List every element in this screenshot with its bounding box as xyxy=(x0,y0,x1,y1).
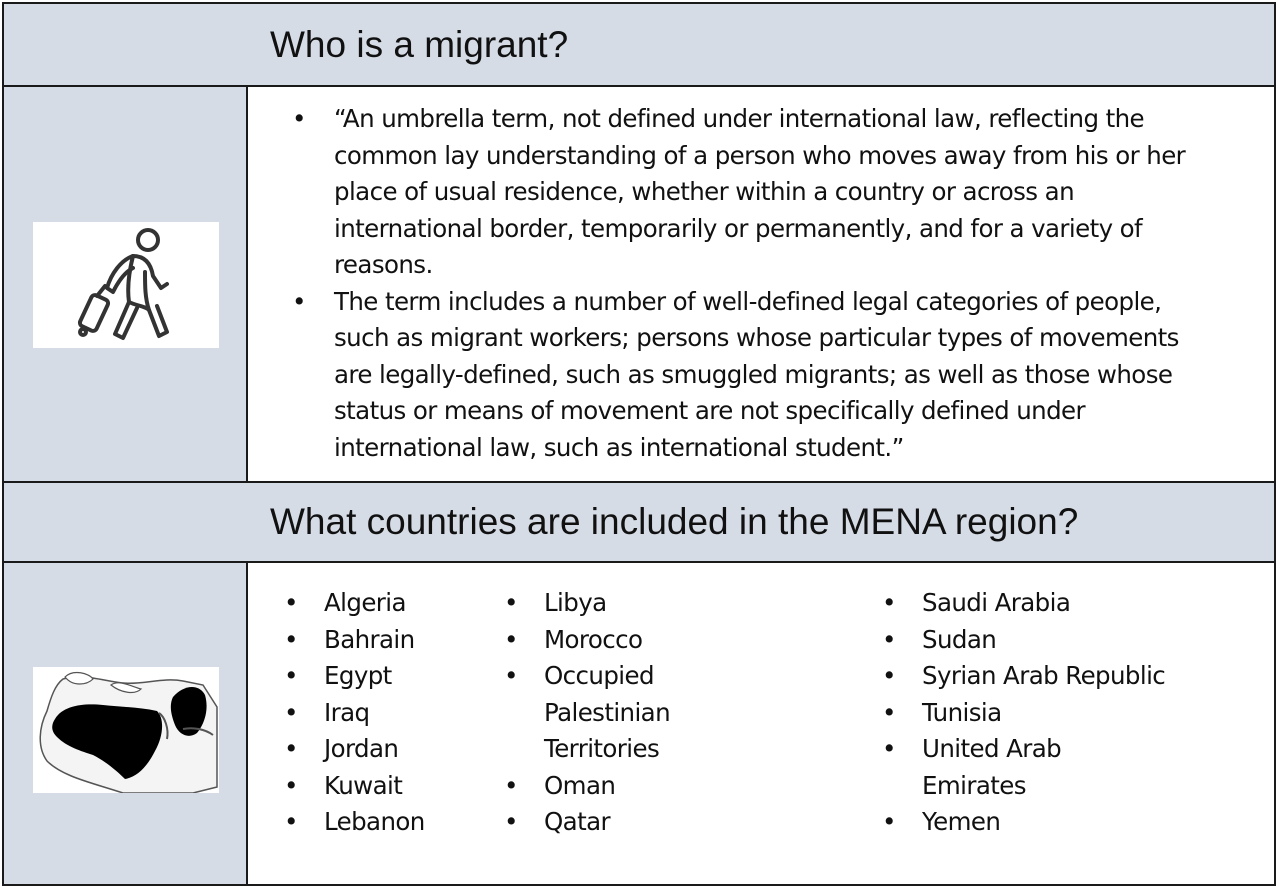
mena-map-cell xyxy=(4,563,248,884)
mena-region-map-icon xyxy=(33,667,219,793)
country-item: • Libya xyxy=(504,585,804,622)
country-item: • Qatar xyxy=(504,804,804,841)
country-item: • Algeria xyxy=(284,585,484,622)
country-item: • Yemen xyxy=(882,804,1222,841)
country-item: • Oman xyxy=(504,768,804,805)
country-item: • Tunisia xyxy=(882,695,1222,732)
country-item: • Sudan xyxy=(882,622,1222,659)
mena-countries-row xyxy=(4,563,1274,884)
traveler-with-suitcase-icon xyxy=(33,222,219,348)
country-column-1 xyxy=(284,585,484,841)
country-item: • Saudi Arabia xyxy=(882,585,1222,622)
country-item: • Kuwait xyxy=(284,768,484,805)
migrant-icon-cell xyxy=(4,87,248,481)
country-item: • Iraq xyxy=(284,695,484,732)
definition-bullet-2: • The term includes a number of well-defined legal categories of people, such as migrant workers; persons whose particular types of movements are legally-defined, such as smuggled migrants; as well as those whose status or means of movement are not specifically defined under international law, such as international student.” xyxy=(292,284,1192,467)
definition-list xyxy=(292,101,1192,466)
country-item: • Jordan xyxy=(284,731,484,768)
migrant-header xyxy=(4,4,1274,87)
migrant-title: Who is a migrant? xyxy=(270,23,569,65)
info-table xyxy=(2,2,1276,886)
country-item: • Syrian Arab Republic xyxy=(882,658,1222,695)
migrant-definition-cell xyxy=(248,87,1274,481)
country-item: • Morocco xyxy=(504,622,804,659)
country-item: • Occupied Palestinian Territories xyxy=(504,658,774,768)
country-column-2 xyxy=(504,585,804,841)
country-column-3 xyxy=(882,585,1222,841)
migrant-definition-row xyxy=(4,87,1274,483)
country-item: • United Arab Emirates xyxy=(882,731,1082,804)
country-item: • Egypt xyxy=(284,658,484,695)
country-item: • Lebanon xyxy=(284,804,484,841)
mena-countries-cell xyxy=(248,563,1274,884)
country-item: • Bahrain xyxy=(284,622,484,659)
definition-bullet-1: • “An umbrella term, not defined under international law, reflecting the common lay understanding of a person who moves away from his or her place of usual residence, whether within a country or across an international border, temporarily or permanently, and for a variety of reasons. xyxy=(292,101,1192,284)
mena-header xyxy=(4,483,1274,563)
mena-title: What countries are included in the MENA region? xyxy=(270,501,1079,542)
